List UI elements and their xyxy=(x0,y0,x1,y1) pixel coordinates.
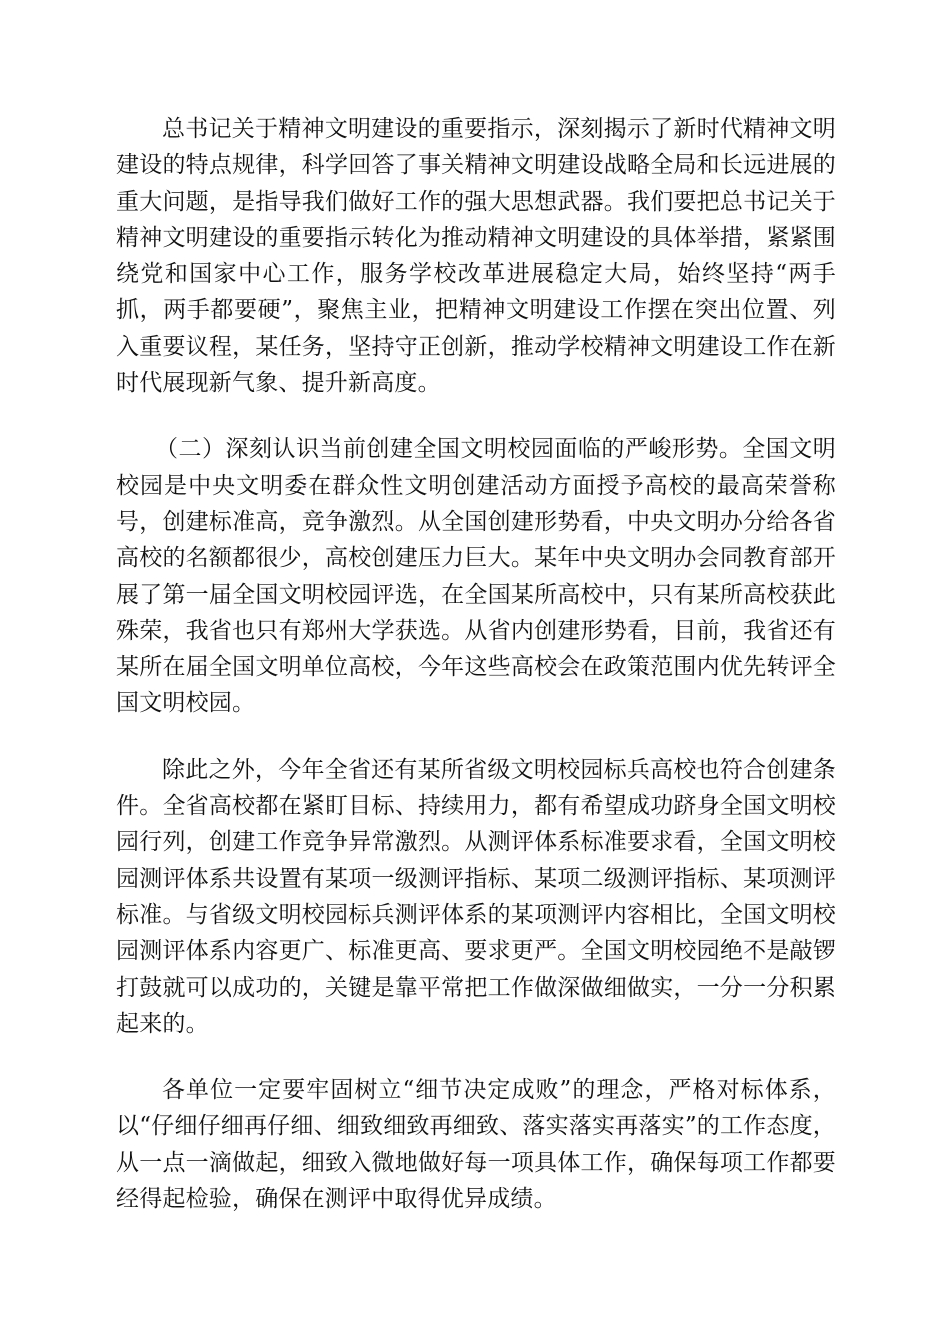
document-body xyxy=(116,111,836,1247)
paragraph-2: （二）深刻认识当前创建全国文明校园面临的严峻形势。全国文明校园是中央文明委在群众性文明创建活动方面授予高校的最高荣誉称号，创建标准高，竞争激烈。从全国创建形势看，中央文明办分给各省高校的名额都很少，高校创建压力巨大。某年中央文明办会同教育部开展了第一届全国文明校园评选，在全国某所高校中，只有某所高校获此殊荣，我省也只有郑州大学获选。从省内创建形势看，目前，我省还有某所在届全国文明单位高校，今年这些高校会在政策范围内优先转评全国文明校园。 xyxy=(116,436,836,717)
paragraph-4: 各单位一定要牢固树立“细节决定成败”的理念，严格对标体系，以“仔细仔细再仔细、细致细致再细致、落实落实再落实”的工作态度，从一点一滴做起，细致入微地做好每一项具体工作，确保每项工作都要经得起检验，确保在测评中取得优异成绩。 xyxy=(116,1077,836,1213)
paragraph-1: 总书记关于精神文明建设的重要指示，深刻揭示了新时代精神文明建设的特点规律，科学回答了事关精神文明建设战略全局和长远进展的重大问题，是指导我们做好工作的强大思想武器。我们要把总书记关于精神文明建设的重要指示转化为推动精神文明建设的具体举措，紧紧围绕党和国家中心工作，服务学校改革进展稳定大局，始终坚持“两手抓，两手都要硬”，聚焦主业，把精神文明建设工作摆在突出位置、列入重要议程，某任务，坚持守正创新，推动学校精神文明建设工作在新时代展现新气象、提升新高度。 xyxy=(116,116,836,397)
paragraph-3: 除此之外，今年全省还有某所省级文明校园标兵高校也符合创建条件。全省高校都在紧盯目标、持续用力，都有希望成功跻身全国文明校园行列，创建工作竞争异常激烈。从测评体系标准要求看，全国文明校园测评体系共设置有某项一级测评指标、某项二级测评指标、某项测评标准。与省级文明校园标兵测评体系的某项测评内容相比，全国文明校园测评体系内容更广、标准更高、要求更严。全国文明校园绝不是敲锣打鼓就可以成功的，关键是靠平常把工作做深做细做实，一分一分积累起来的。 xyxy=(116,756,836,1037)
